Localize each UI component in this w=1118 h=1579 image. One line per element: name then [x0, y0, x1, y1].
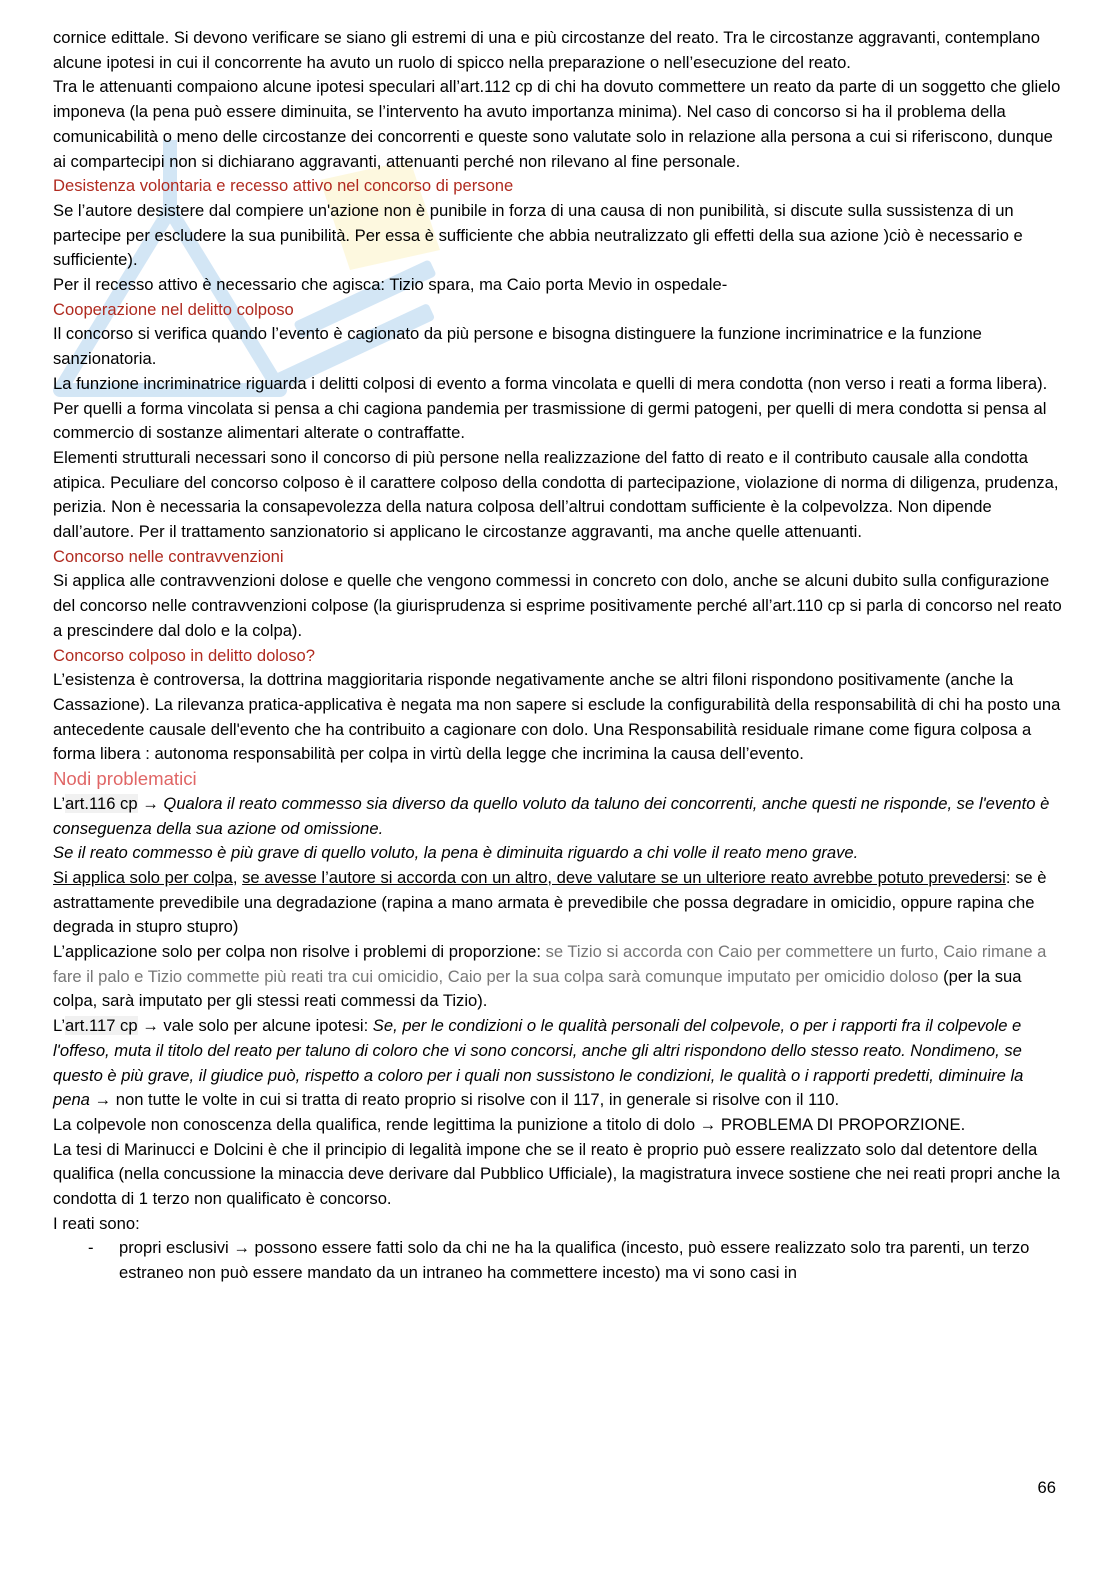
paragraph-marinucci-dolcini: La tesi di Marinucci e Dolcini è che il principio di legalità impone che se il reato è proprio può essere realizzato solo dal detentore della qualifica (nella concussione la minaccia deve derivare dal Pubblico Ufficiale), la magistratura invece sostiene che nei reati propri anche la condotta di 1 terzo non qualificato è concorso.: [53, 1139, 1060, 1209]
paragraph-art116-comma2: [53, 841, 1063, 866]
paragraph-concorso-colposo: L’esistenza è controversa, la dottrina maggioritaria risponde negativamente anche se altri filoni rispondono positivamente (anche la Cassazione). La rilevanza pratica-applicativa è negata ma non sapere si esclude la configurabilità della responsabilità di chi ha posto una antecedente causale dell'evento che ha contribuito a cagionare con dolo. Una Responsabilità residuale rimane come figura colposa a forma libera : autonoma responsabilità per colpa in virtù della legge che incrimina la causa dell’evento.: [53, 670, 1061, 764]
paragraph-recesso-attivo: Per il recesso attivo è necessario che agisca: Tizio spara, ma Caio porta Mevio in ospedale-: [53, 275, 728, 295]
heading-desistenza: Desistenza volontaria e recesso attivo nel concorso di persone: [53, 176, 514, 196]
list-item: [53, 1236, 1063, 1285]
quote-art116-comma2: Se il reato commesso è più grave di quello voluto, la pena è diminuita riguardo a chi volle il reato meno grave.: [53, 843, 859, 863]
paragraph-art117: [53, 1014, 1063, 1113]
underlined-solo-colpa: Si applica solo per colpa: [53, 867, 233, 887]
paragraph-elementi-strutturali: Elementi strutturali necessari sono il concorso di più persone nella realizzazione del fatto di reato e il contributo causale alla condotta atipica. Peculiare del concorso colposo è il carattere colposo della condotta di partecipazione, violazione di norma di diligenza, prudenza, perizia. Non è necessaria la consapevolezza della natura colposa dell’altrui condottam sufficiente è la colpevolzza. Non dipende dall’autore. Per il trattamento sanzionatorio si applicano le circostanze aggravanti, ma anche quelle attenuanti.: [53, 447, 1059, 542]
text-fragment: L’: [53, 793, 65, 813]
text-fragment: ,: [232, 867, 243, 887]
example-tizio-caio: se Tizio si accorda con Caio per commettere un furto, Caio rimane a fare il palo e Tizio commette più reati tra cui omicidio, Caio per la sua colpa sarà comunque imputato per omicidio doloso: [53, 942, 1047, 986]
paragraph-contravvenzioni: Si applica alle contravvenzioni dolose e quelle che vengono commessi in concreto con dolo, anche se alcuni dubito sulla configurazione del concorso nelle contravvenzioni colpose (la giurisprudenza si esprime positivamente perché all’art.110 cp si parla di concorso nel reato a prescindere dal dolo e la colpa).: [53, 571, 1062, 640]
article-reference-116: art.116 cp: [65, 793, 138, 813]
text-fragment: → vale solo per alcune ipotesi:: [137, 1016, 373, 1036]
paragraph-qualifica: La colpevole non conoscenza della qualifica, rende legittima la punizione a titolo di dolo → PROBLEMA DI PROPORZIONE.: [53, 1114, 966, 1134]
underlined-prevedersi: se avesse l’autore si accorda con un altro, deve valutare se un ulteriore reato avrebbe potuto prevedersi: [242, 867, 1006, 887]
text-fragment: → non tutte le volte in cui si tratta di reato proprio si risolve con il 117, in generale si risolve con il 110.: [89, 1090, 840, 1110]
document-page: [53, 26, 1063, 1286]
paragraph-solo-colpa: [53, 866, 1063, 940]
paragraph-forma-vincolata: Per quelli a forma vincolata si pensa a chi cagiona pandemia per trasmissione di germi patogeni, per quelli di mera condotta si pensa al commercio di sostanze alimentari alterate o contraffatte.: [53, 398, 1047, 443]
quote-art117: Se, per le condizioni o le qualità personali del colpevole, o per i rapporti fra il colpevole e l'offeso, muta il titolo del reato per taluno di coloro che vi sono concorsi, anche gli altri rispondono dello stesso reato. Nondimeno, se questo è più grave, il giudice può, rispetto a coloro per i quali non sussistono le condizioni, le qualità o i rapporti predetti, diminuire la pena: [53, 1016, 1024, 1110]
text-fragment: L’: [53, 1016, 65, 1036]
paragraph-funzione-incriminatrice: La funzione incriminatrice riguarda i delitti colposi di evento a forma vincolata e quelli di mera condotta (non verso i reati a forma libera).: [53, 373, 1048, 393]
paragraph-circostanze: cornice edittale. Si devono verificare se siano gli estremi di una e più circostanze del reato. Tra le circostanze aggravanti, contemplano alcune ipotesi in cui il concorrente ha avuto un ruolo di spicco nella preparazione o nell’esecuzione del reato.: [53, 28, 1040, 72]
page-number: 66: [1037, 1478, 1056, 1497]
quote-art116: Qualora il reato commesso sia diverso da quello voluto da taluno dei concorrenti, anche questi ne risponde, se l'evento è conseguenza della sua azione od omissione.: [53, 793, 1050, 838]
text-fragment: (per la sua colpa, sarà imputato per gli stessi reati commessi da Tizio).: [53, 966, 1022, 1011]
heading-cooperazione: Cooperazione nel delitto colposo: [53, 299, 294, 319]
paragraph-art116: [53, 792, 1063, 841]
text-fragment: : se è astrattamente prevedibile una degradazione (rapina a mano armata è prevedibile che possa degradare in omicidio, oppure rapina che degrada in stupro stupro): [53, 867, 1047, 937]
article-reference-117: art.117 cp: [65, 1016, 138, 1036]
paragraph-desistenza: Se l’autore desistere dal compiere un'azione non è punibile in forza di una causa di non punibilità, si discute sulla sussistenza di un partecipe per escludere la sua punibilità. Per essa è sufficiente che abbia neutralizzato gli effetti della sua azione )ciò è necessario e sufficiente).: [53, 200, 1023, 270]
paragraph-concorso-eventi: Il concorso si verifica quando l’evento è cagionato da più persone e bisogna distinguere la funzione incriminatrice e la funzione sanzionatoria.: [53, 324, 982, 369]
dash-bullet: -: [88, 1238, 94, 1258]
heading-nodi-problematici: Nodi problematici: [53, 768, 197, 790]
reati-list: [53, 1236, 1063, 1285]
paragraph-proporzione: [53, 940, 1063, 1014]
list-item-text: propri esclusivi → possono essere fatti solo da chi ne ha la qualifica (incesto, può essere realizzato solo tra parenti, un terzo estraneo non può essere mandato da un intraneo ha commettere incesto) ma vi sono casi in: [119, 1238, 1030, 1283]
heading-contravvenzioni: Concorso nelle contravvenzioni: [53, 546, 284, 566]
arrow-icon: →: [137, 793, 164, 813]
heading-concorso-colposo: Concorso colposo in delitto doloso?: [53, 645, 315, 665]
paragraph-attenuanti: Tra le attenuanti compaiono alcune ipotesi speculari all’art.112 cp di chi ha dovuto commettere un reato da parte di un soggetto che glielo imponeva (la pena può essere diminuita, se l’intervento ha avuto importanza minima). Nel caso di concorso si ha il problema della comunicabilità o meno delle circostanze dei concorrenti e queste sono valutate solo in relazione alla persona a cui si riferiscono, dunque ai compartecipi non si dichiarano aggravanti, attenuanti perché non rilevano al fine personale.: [53, 77, 1061, 171]
paragraph-reati-sono: I reati sono:: [53, 1213, 140, 1233]
text-fragment: L’applicazione solo per colpa non risolve i problemi di proporzione:: [53, 942, 546, 962]
